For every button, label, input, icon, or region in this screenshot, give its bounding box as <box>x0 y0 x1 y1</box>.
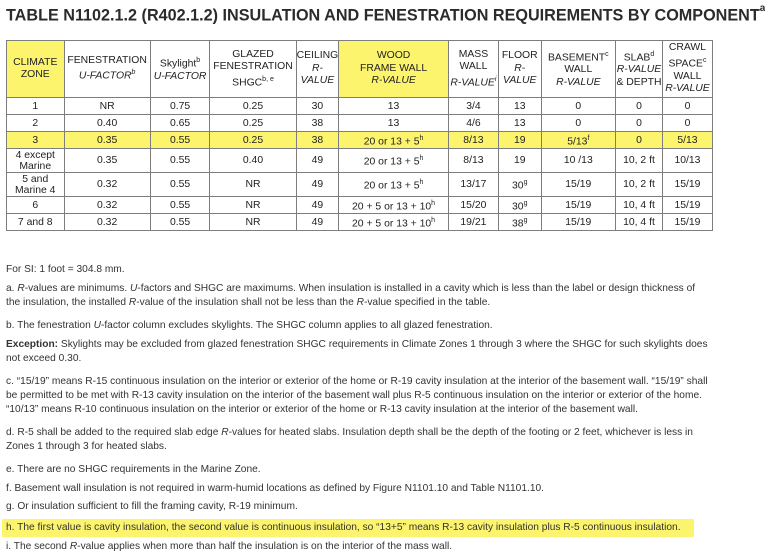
cell-wood-frame: 20 or $13 + 5^h$ <box>339 149 449 173</box>
note-b: b. The fenestration U-factor column excludes skylights. The SHGC column applies to all glazed fenestration. <box>6 320 493 331</box>
cell-ceiling: 49 <box>296 173 339 197</box>
header-crawl-space-wall-r-value: CRAWL SPACE$^c$ WALL R-VALUE <box>662 41 712 98</box>
cell-mass-wall: 13/17 <box>448 173 498 197</box>
cell-basement: 10 /13 <box>541 149 616 173</box>
table-row <box>7 115 713 132</box>
table-title: TABLE N1102.1.2 (R402.1.2) INSULATION AND FENESTRATION REQUIREMENTS BY COMPONENT$^a$ <box>6 3 765 25</box>
header-floor-r-value: FLOOR R-VALUE <box>498 41 541 98</box>
cell-zone: 3 <box>7 132 65 149</box>
header-row <box>7 41 713 98</box>
header-wood-frame-wall-r-value: WOOD FRAME WALL R-VALUE <box>339 41 449 98</box>
cell-zone: 2 <box>7 115 65 132</box>
cell-ceiling: 30 <box>296 98 339 115</box>
cell-floor: 13 <box>498 115 541 132</box>
cell-wood-frame: 20 or $13 + 5^h$ <box>339 173 449 197</box>
cell-mass-wall: 8/13 <box>448 132 498 149</box>
header-mass-wall-r-value: MASS WALL R-VALUE$^i$ <box>448 41 498 98</box>
cell-shgc: 0.25 <box>210 132 296 149</box>
cell-wood-frame: 20 or $13 + 5^h$ <box>339 132 449 149</box>
cell-zone: 1 <box>7 98 65 115</box>
cell-slab: 10, 2 ft <box>616 173 663 197</box>
cell-skylight-u: 0.55 <box>150 173 210 197</box>
cell-slab: 0 <box>616 132 663 149</box>
cell-ceiling: 49 <box>296 197 339 214</box>
note-c: c. “15/19” means R-15 continuous insulation on the interior or exterior of the home or R-19 cavity insulation at the interior of the basement wall. “15/19” shall be permitted to be met with R-13 cavity insulation on the interior of the basement wall plus R-5 continuous insulation on the interior or exterior of the home. “10/13” means R-10 continuous insulation on the interior or exterior of the home or R-13 cavity insulation at the interior of the basement wall. <box>6 376 708 415</box>
cell-slab: 10, 4 ft <box>616 197 663 214</box>
note-i: i. The second R-value applies when more than half the insulation is on the interior of the mass wall. <box>6 541 453 552</box>
cell-crawl: 15/19 <box>662 214 712 231</box>
cell-ceiling: 49 <box>296 149 339 173</box>
note-f: f. Basement wall insulation is not required in warm-humid locations as defined by Figure N1101.10 and Table N1101.10. <box>6 483 544 494</box>
cell-slab: 10, 2 ft <box>616 149 663 173</box>
cell-floor: 19 <box>498 149 541 173</box>
table-row <box>7 98 713 115</box>
cell-shgc: NR <box>210 214 296 231</box>
cell-floor: 30$^g$ <box>498 197 541 214</box>
cell-floor: 13 <box>498 98 541 115</box>
cell-skylight-u: 0.55 <box>150 197 210 214</box>
header-slab-r-value-depth: SLAB$^d$ R-VALUE & DEPTH <box>616 41 663 98</box>
cell-crawl: 10/13 <box>662 149 712 173</box>
table-row <box>7 214 713 231</box>
cell-crawl: 0 <box>662 115 712 132</box>
cell-basement: 15/19 <box>541 173 616 197</box>
cell-skylight-u: 0.55 <box>150 214 210 231</box>
cell-ceiling: 38 <box>296 115 339 132</box>
cell-zone: 7 and 8 <box>7 214 65 231</box>
cell-basement: 0 <box>541 98 616 115</box>
note-a: a. R-values are minimums. U-factors and SHGC are maximums. When insulation is installed in a cavity which is less than the label or design thickness of the insulation, the installed R-value of the insulation shall not be less than the R-value specified in the table. <box>6 283 696 308</box>
cell-zone: 4 except Marine <box>7 149 65 173</box>
cell-zone: 5 and Marine 4 <box>7 173 65 197</box>
cell-shgc: 0.40 <box>210 149 296 173</box>
cell-zone: 6 <box>7 197 65 214</box>
cell-slab: 10, 4 ft <box>616 214 663 231</box>
cell-ceiling: 49 <box>296 214 339 231</box>
note-h-highlighted: h. The first value is cavity insulation, the second value is continuous insulation, so “13+5” means R-13 cavity insulation plus R-5 continuous insulation. <box>2 519 694 537</box>
table-row <box>7 197 713 214</box>
cell-mass-wall: 19/21 <box>448 214 498 231</box>
cell-mass-wall: 15/20 <box>448 197 498 214</box>
header-fenestration-u-factor: FENESTRATION U-FACTOR$^b$ <box>64 41 150 98</box>
cell-shgc: NR <box>210 173 296 197</box>
cell-shgc: 0.25 <box>210 98 296 115</box>
cell-fenestration-u: 0.32 <box>64 214 150 231</box>
cell-crawl: 15/19 <box>662 173 712 197</box>
cell-shgc: NR <box>210 197 296 214</box>
cell-slab: 0 <box>616 98 663 115</box>
cell-floor: 38$^g$ <box>498 214 541 231</box>
cell-fenestration-u: 0.32 <box>64 173 150 197</box>
cell-skylight-u: 0.75 <box>150 98 210 115</box>
note-si-conversion: For SI: 1 foot = 304.8 mm. <box>6 264 125 275</box>
cell-wood-frame: 13 <box>339 98 449 115</box>
cell-wood-frame: 20 + 5 or $13 + 10^h$ <box>339 197 449 214</box>
cell-wood-frame: 20 + 5 or $13 + 10^h$ <box>339 214 449 231</box>
cell-fenestration-u: 0.40 <box>64 115 150 132</box>
cell-mass-wall: 4/6 <box>448 115 498 132</box>
note-d: d. R-5 shall be added to the required slab edge R-values for heated slabs. Insulation depth shall be the depth of the footing or 2 feet, whichever is less in Zones 1 through 3 for heated slabs. <box>6 427 693 452</box>
cell-skylight-u: 0.55 <box>150 132 210 149</box>
cell-crawl: 15/19 <box>662 197 712 214</box>
table-row <box>7 149 713 173</box>
cell-skylight-u: 0.65 <box>150 115 210 132</box>
cell-basement: 5/13$^f$ <box>541 132 616 149</box>
insulation-requirements-table <box>6 40 713 231</box>
cell-crawl: 5/13 <box>662 132 712 149</box>
cell-floor: 30$^g$ <box>498 173 541 197</box>
cell-slab: 0 <box>616 115 663 132</box>
cell-skylight-u: 0.55 <box>150 149 210 173</box>
header-ceiling-r-value: CEILING R-VALUE <box>296 41 339 98</box>
table-row-zone-3-highlighted <box>7 132 713 149</box>
cell-fenestration-u: 0.35 <box>64 149 150 173</box>
cell-mass-wall: 3/4 <box>448 98 498 115</box>
header-glazed-fenestration-shgc: GLAZED FENESTRATION SHGC$^{b, e}$ <box>210 41 296 98</box>
table-row <box>7 173 713 197</box>
note-g: g. Or insulation sufficient to fill the framing cavity, R-19 minimum. <box>6 501 298 512</box>
cell-mass-wall: 8/13 <box>448 149 498 173</box>
cell-basement: 0 <box>541 115 616 132</box>
header-skylight-u-factor: Skylight$^b$ U-FACTOR <box>150 41 210 98</box>
cell-wood-frame: 13 <box>339 115 449 132</box>
cell-crawl: 0 <box>662 98 712 115</box>
cell-floor: 19 <box>498 132 541 149</box>
header-basement-wall-r-value: BASEMENT$^c$ WALL R-VALUE <box>541 41 616 98</box>
cell-fenestration-u: 0.35 <box>64 132 150 149</box>
header-climate-zone: CLIMATE ZONE <box>7 41 65 98</box>
cell-shgc: 0.25 <box>210 115 296 132</box>
cell-basement: 15/19 <box>541 214 616 231</box>
cell-ceiling: 38 <box>296 132 339 149</box>
cell-basement: 15/19 <box>541 197 616 214</box>
note-exception: Exception: Skylights may be excluded from glazed fenestration SHGC requirements in Climate Zones 1 through 3 where the SHGC for such skylights does not exceed 0.30. <box>6 339 708 364</box>
cell-fenestration-u: 0.32 <box>64 197 150 214</box>
cell-fenestration-u: NR <box>64 98 150 115</box>
note-e: e. There are no SHGC requirements in the Marine Zone. <box>6 464 261 475</box>
